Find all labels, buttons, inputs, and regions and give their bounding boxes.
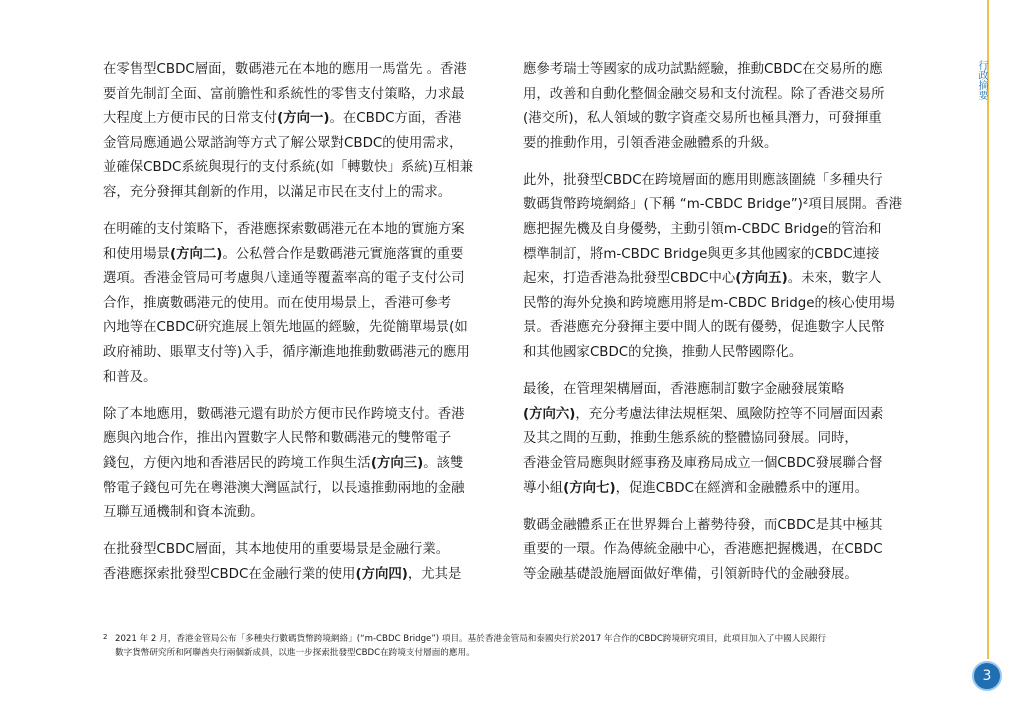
text-segment: 起來，打造香港為批發型CBDC中心: [523, 271, 736, 287]
section-side-label: 行政摘要: [976, 60, 987, 100]
text-line: [103, 341, 501, 366]
text-segment: 選項。香港金管局可考慮與八達通等覆蓋率高的電子支付公司: [103, 271, 465, 287]
page-number-badge: 3: [972, 661, 1002, 691]
text-line: [523, 132, 919, 157]
text-line: [523, 514, 919, 539]
text-segment: 要首先制訂全面、富前膽性和系統性的零售支付策略，力求最: [103, 86, 465, 102]
text-segment: 在零售型CBDC層面，數碼港元在本地的應用一馬當先 。香港: [103, 62, 467, 77]
text-segment: 景。香港應充分發揮主要中間人的既有優勢，促進數字人民幣: [523, 320, 885, 336]
paragraph: [523, 514, 919, 588]
text-segment: 和普及。: [103, 369, 157, 385]
paragraph: [103, 218, 501, 390]
text-line: [103, 427, 501, 452]
text-line: [103, 477, 501, 502]
text-line: [523, 427, 919, 452]
text-segment: 香港應探索批發型CBDC在金融行業的使用: [103, 566, 356, 582]
text-segment: 及其之間的互動，推動生態系統的整體協同發展。同時，: [523, 431, 858, 447]
text-line: [103, 58, 501, 83]
direction-label: (方向七): [563, 480, 616, 496]
text-line: [103, 452, 501, 477]
text-line: [523, 169, 919, 194]
text-segment: 在批發型CBDC層面，其本地使用的重要場景是金融行業。: [103, 542, 450, 558]
text-line: [523, 403, 919, 428]
text-segment: 導小組: [523, 480, 564, 496]
text-segment: 。未來，數字人: [787, 271, 882, 287]
side-accent-rule: [987, 0, 989, 659]
footnote-body: [115, 632, 923, 660]
text-line: [103, 132, 501, 157]
right-text-column: [523, 58, 919, 600]
text-segment: 應把握先機及自身優勢，主動引領m-CBDC Bridge的管治和: [523, 222, 882, 238]
footnote: [103, 632, 923, 660]
text-segment: 要的推動作用，引領香港金融體系的升級。: [523, 135, 778, 151]
direction-label: (方向四): [355, 566, 408, 582]
text-line: [523, 538, 919, 563]
text-segment: 合作，推廣數碼港元的使用。而在使用場景上，香港可參考: [103, 295, 452, 311]
text-line: [523, 83, 919, 108]
text-segment: 。在CBDC方面，香港: [329, 111, 462, 127]
text-line: [103, 292, 501, 317]
text-segment: 應與內地合作，推出內置數字人民幣和數碼港元的雙幣電子: [103, 431, 452, 447]
text-line: [523, 341, 919, 366]
text-line: [103, 501, 501, 526]
text-line: [523, 107, 919, 132]
text-segment: 。該雙: [423, 455, 464, 471]
text-segment: 政府補助、賬單支付等)入手，循序漸進地推動數碼港元的應用: [103, 345, 470, 361]
text-segment: 重要的一環。作為傳統金融中心，香港應把握機遇，在CBDC: [523, 542, 883, 558]
text-segment: 內地等在CBDC研究進展上領先地區的經驗，先從簡單場景(如: [103, 320, 468, 336]
text-segment: 和其他國家CBDC的兌換，推動人民幣國際化。: [523, 345, 803, 361]
text-line: [523, 452, 919, 477]
text-segment: (港交所)，私人領域的數字資產交易所也極具潛力，可發揮重: [523, 111, 882, 127]
text-line: [523, 477, 919, 502]
text-segment: 香港金管局應與財經事務及庫務局成立一個CBDC發展聯合督: [523, 455, 883, 471]
text-segment: 應參考瑞士等國家的成功試點經驗，推動CBDC在交易所的應: [523, 62, 883, 77]
text-segment: 除了本地應用，數碼港元還有助於方便市民作跨境支付。香港: [103, 406, 465, 422]
text-segment: 幣電子錢包可先在粵港澳大灣區試行，以長遠推動兩地的金融: [103, 480, 465, 496]
text-line: [523, 243, 919, 268]
text-segment: 在明確的支付策略下，香港應探索數碼港元在本地的實施方案: [103, 222, 465, 238]
direction-label: (方向三): [370, 455, 424, 471]
text-line: [103, 366, 501, 391]
text-segment: 和使用場景: [103, 246, 170, 262]
footnote-line: 2021 年 2 月，香港金管局公布「多種央行數碼貨幣跨境網絡」(“m-CBDC Bridge”) 項目。基於香港金管局和泰國央行於2017 年合作的CBDC跨境研究項目，此項目加入了中國人民銀行: [115, 634, 827, 644]
text-segment: 最後，在管理架構層面，香港應制訂數字金融發展策略: [523, 382, 845, 398]
text-segment: 互聯互通機制和資本流動。: [103, 505, 264, 521]
text-segment: 並確保CBDC系統與現行的支付系統(如「轉數快」系統)互相兼: [103, 160, 474, 176]
paragraph: [103, 58, 501, 206]
text-line: [523, 58, 919, 83]
footnote-line: 數字貨幣研究所和阿聯酋央行兩個新成員，以進一步探索批發型CBDC在跨境支付層面的應用。: [115, 648, 475, 658]
text-segment: 金管局應通過公眾諮詢等方式了解公眾對CBDC的使用需求，: [103, 135, 463, 151]
text-line: [523, 267, 919, 292]
text-segment: 。公私營合作是數碼港元實施落實的重要: [222, 246, 464, 262]
text-line: [103, 156, 501, 181]
paragraph: [523, 169, 919, 366]
text-segment: ，尤其是: [407, 566, 462, 582]
text-segment: 大程度上方便市民的日常支付: [103, 111, 278, 127]
text-segment: 用，改善和自動化整個金融交易和支付流程。除了香港交易所: [523, 86, 885, 102]
text-segment: 錢包，方便內地和香港居民的跨境工作與生活: [103, 455, 371, 471]
text-segment: 標準制訂，將m-CBDC Bridge與更多其他國家的CBDC連接: [523, 246, 880, 262]
text-line: [103, 316, 501, 341]
text-segment: 容，充分發揮其創新的作用，以滿足市民在支付上的需求。: [103, 184, 452, 200]
text-line: [523, 193, 919, 218]
text-segment: ，促進CBDC在經濟和金融體系中的運用。: [615, 480, 869, 496]
text-line: [103, 181, 501, 206]
text-line: [103, 563, 501, 588]
left-text-column: [103, 58, 501, 600]
direction-label: (方向五): [735, 271, 788, 287]
text-line: [103, 243, 501, 268]
text-line: [103, 538, 501, 563]
text-line: [103, 403, 501, 428]
text-line: [523, 316, 919, 341]
text-line: [103, 218, 501, 243]
text-segment: 數碼金融體系正在世界舞台上蓄勢待發，而CBDC是其中極其: [523, 517, 883, 533]
text-segment: ，充分考慮法律法規框架、風險防控等不同層面因素: [575, 406, 884, 422]
text-line: [523, 563, 919, 588]
text-line: [103, 107, 501, 132]
text-line: [523, 218, 919, 243]
direction-label: (方向二): [169, 246, 223, 262]
paragraph: [103, 538, 501, 587]
text-segment: 民幣的海外兌換和跨境應用將是m-CBDC Bridge的核心使用場: [523, 295, 895, 311]
direction-label: (方向六): [523, 406, 576, 422]
text-segment: 數碼貨幣跨境網絡」(下稱 “m-CBDC Bridge”)²項目展開。香港: [523, 197, 902, 213]
paragraph: [523, 378, 919, 501]
text-line: [523, 292, 919, 317]
footnote-marker: 2: [103, 633, 108, 641]
paragraph: [523, 58, 919, 156]
text-line: [103, 83, 501, 108]
text-line: [103, 267, 501, 292]
paragraph: [103, 403, 501, 526]
direction-label: (方向一): [277, 111, 330, 127]
text-line: [523, 378, 919, 403]
text-segment: 等金融基礎設施層面做好準備，引領新時代的金融發展。: [523, 566, 858, 582]
text-segment: 此外，批發型CBDC在跨境層面的應用則應該圍繞「多種央行: [523, 172, 883, 188]
